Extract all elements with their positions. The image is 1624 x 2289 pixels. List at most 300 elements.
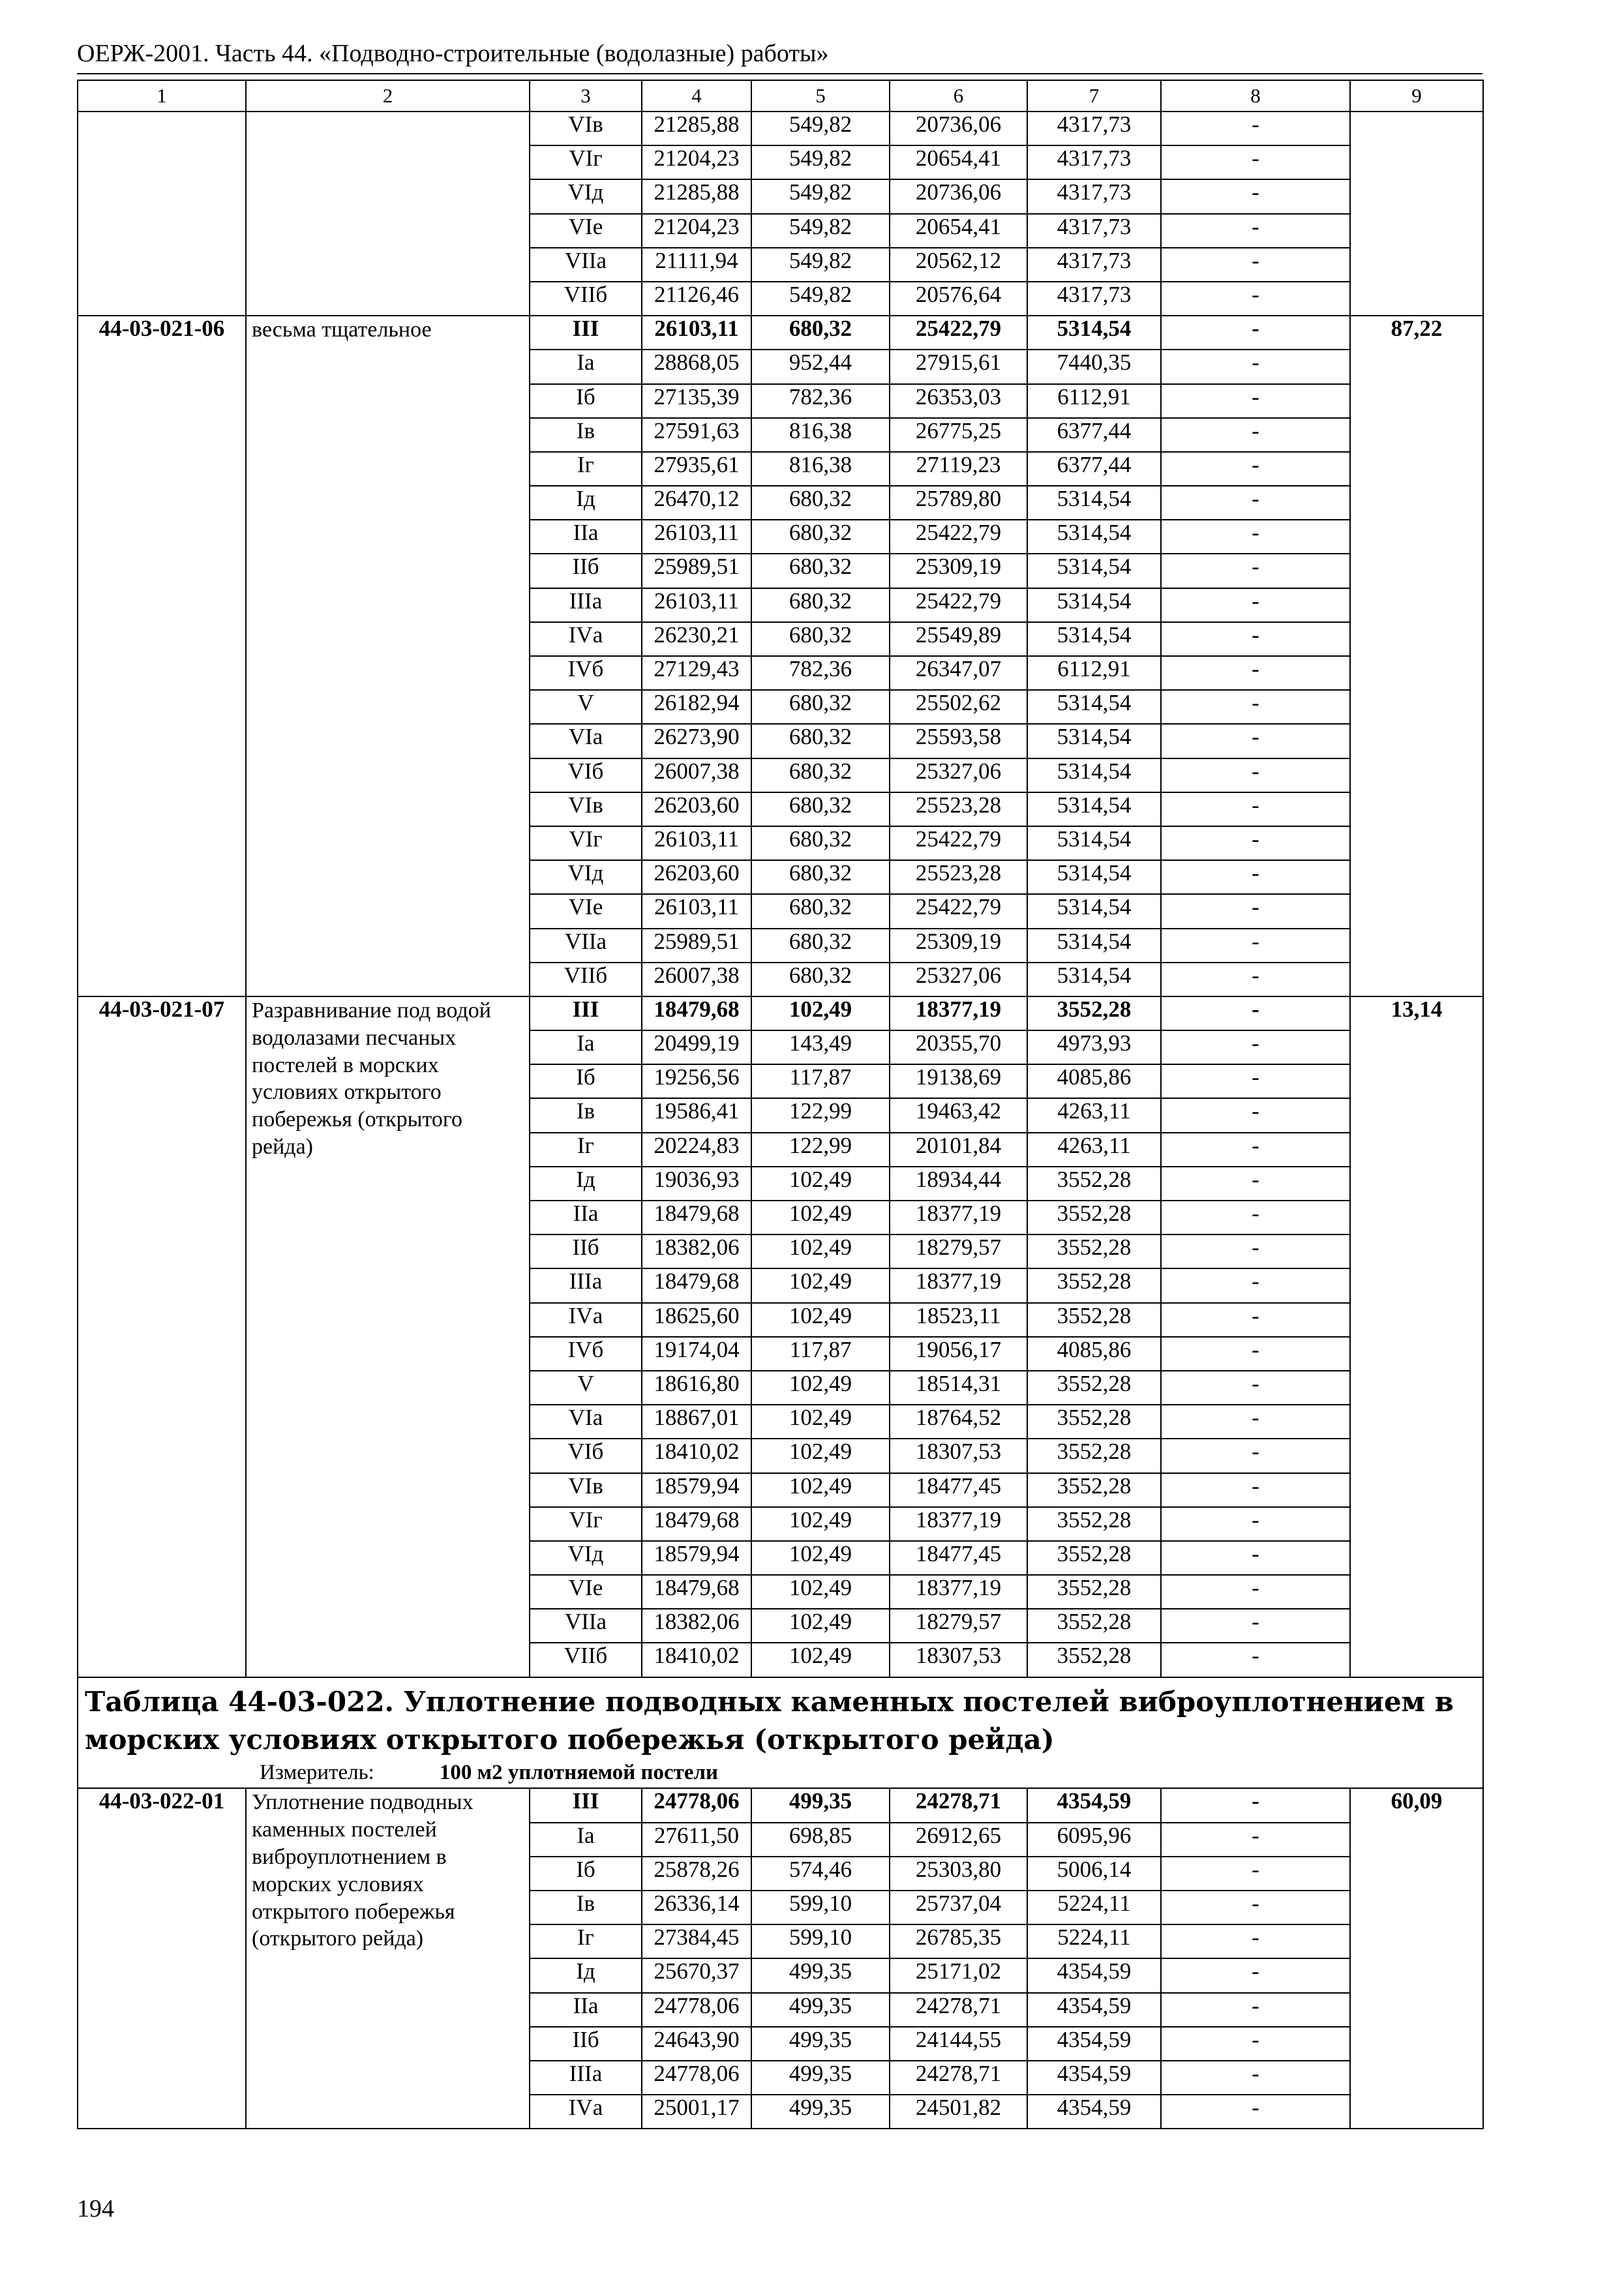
total-cell: 26230,21 bbox=[642, 622, 751, 656]
wage-cell: 549,82 bbox=[751, 214, 890, 248]
total-cell: 27135,39 bbox=[642, 384, 751, 418]
machine-cell: 25309,19 bbox=[890, 554, 1027, 588]
wage-cell: 549,82 bbox=[751, 179, 890, 213]
wage-cell: 599,10 bbox=[751, 1891, 890, 1924]
wage-cell: 102,49 bbox=[751, 1609, 890, 1643]
driver-wage-cell: 4317,73 bbox=[1027, 282, 1161, 316]
wage-cell: 549,82 bbox=[751, 282, 890, 316]
machine-cell: 26775,25 bbox=[890, 418, 1027, 452]
zone-cell: Iд bbox=[530, 486, 642, 520]
materials-cell: - bbox=[1161, 1891, 1350, 1924]
zone-cell: IIIа bbox=[530, 588, 642, 622]
meter-value: 100 м2 уплотняемой постели bbox=[439, 1760, 719, 1784]
materials-cell: - bbox=[1161, 179, 1350, 213]
zone-cell: VIе bbox=[530, 1575, 642, 1609]
zone-cell: Iв bbox=[530, 1098, 642, 1132]
materials-cell: - bbox=[1161, 758, 1350, 792]
driver-wage-cell: 5006,14 bbox=[1027, 1857, 1161, 1891]
wage-cell: 102,49 bbox=[751, 1303, 890, 1337]
total-cell: 21111,94 bbox=[642, 248, 751, 282]
zone-cell: VIIб bbox=[530, 963, 642, 996]
materials-cell: - bbox=[1161, 2027, 1350, 2061]
wage-cell: 117,87 bbox=[751, 1064, 890, 1098]
column-number-6: 6 bbox=[890, 80, 1027, 112]
machine-cell: 20736,06 bbox=[890, 179, 1027, 213]
machine-cell: 18307,53 bbox=[890, 1643, 1027, 1677]
wage-cell: 117,87 bbox=[751, 1337, 890, 1371]
total-cell: 18867,01 bbox=[642, 1405, 751, 1439]
driver-wage-cell: 4354,59 bbox=[1027, 2061, 1161, 2095]
zone-cell: VIд bbox=[530, 860, 642, 894]
driver-wage-cell: 5314,54 bbox=[1027, 622, 1161, 656]
wage-cell: 680,32 bbox=[751, 860, 890, 894]
machine-cell: 25422,79 bbox=[890, 894, 1027, 928]
driver-wage-cell: 3552,28 bbox=[1027, 996, 1161, 1030]
machine-cell: 18279,57 bbox=[890, 1234, 1027, 1268]
machine-cell: 25303,80 bbox=[890, 1857, 1027, 1891]
driver-wage-cell: 5314,54 bbox=[1027, 486, 1161, 520]
materials-cell: - bbox=[1161, 1371, 1350, 1405]
driver-wage-cell: 4085,86 bbox=[1027, 1337, 1161, 1371]
driver-wage-cell: 3552,28 bbox=[1027, 1405, 1161, 1439]
total-cell: 24778,06 bbox=[642, 1993, 751, 2027]
total-cell: 26203,60 bbox=[642, 860, 751, 894]
machine-cell: 25422,79 bbox=[890, 826, 1027, 860]
total-cell: 21285,88 bbox=[642, 179, 751, 213]
table-row bbox=[78, 112, 1483, 145]
machine-cell: 19138,69 bbox=[890, 1064, 1027, 1098]
labor-cost: 13,14 bbox=[1350, 996, 1483, 1677]
materials-cell: - bbox=[1161, 1507, 1350, 1541]
table-title: Таблица 44-03-022. Уплотнение подводных каменных постелей виброуплотнением в морских условиях открытого побережья (открытого рейда) bbox=[85, 1685, 1454, 1756]
column-number-4: 4 bbox=[642, 80, 751, 112]
wage-cell: 143,49 bbox=[751, 1030, 890, 1064]
labor-cost: 87,22 bbox=[1350, 316, 1483, 996]
driver-wage-cell: 5314,54 bbox=[1027, 588, 1161, 622]
total-cell: 24778,06 bbox=[642, 1788, 751, 1822]
driver-wage-cell: 5314,54 bbox=[1027, 963, 1161, 996]
machine-cell: 20654,41 bbox=[890, 145, 1027, 179]
driver-wage-cell: 4263,11 bbox=[1027, 1133, 1161, 1167]
driver-wage-cell: 4317,73 bbox=[1027, 145, 1161, 179]
zone-cell: VIд bbox=[530, 179, 642, 213]
materials-cell: - bbox=[1161, 1303, 1350, 1337]
materials-cell: - bbox=[1161, 1234, 1350, 1268]
total-cell: 21204,23 bbox=[642, 214, 751, 248]
driver-wage-cell: 6112,91 bbox=[1027, 384, 1161, 418]
materials-cell: - bbox=[1161, 1064, 1350, 1098]
materials-cell: - bbox=[1161, 860, 1350, 894]
driver-wage-cell: 4354,59 bbox=[1027, 2095, 1161, 2129]
driver-wage-cell: 5314,54 bbox=[1027, 724, 1161, 758]
zone-cell: III bbox=[530, 996, 642, 1030]
wage-cell: 599,10 bbox=[751, 1924, 890, 1958]
total-cell: 26470,12 bbox=[642, 486, 751, 520]
driver-wage-cell: 3552,28 bbox=[1027, 1473, 1161, 1507]
page-header: ОЕРЖ-2001. Часть 44. «Подводно-строительные (водолазные) работы» bbox=[77, 40, 829, 67]
materials-cell: - bbox=[1161, 248, 1350, 282]
wage-cell: 102,49 bbox=[751, 996, 890, 1030]
wage-cell: 102,49 bbox=[751, 1234, 890, 1268]
zone-cell: V bbox=[530, 690, 642, 724]
labor-cost: 60,09 bbox=[1350, 1788, 1483, 2129]
machine-cell: 27119,23 bbox=[890, 452, 1027, 486]
total-cell: 26203,60 bbox=[642, 792, 751, 826]
zone-cell: Iа bbox=[530, 350, 642, 383]
materials-cell: - bbox=[1161, 1337, 1350, 1371]
column-number-9: 9 bbox=[1350, 80, 1483, 112]
zone-cell: III bbox=[530, 316, 642, 350]
zone-cell: V bbox=[530, 1371, 642, 1405]
zone-cell: VIв bbox=[530, 792, 642, 826]
machine-cell: 25789,80 bbox=[890, 486, 1027, 520]
driver-wage-cell: 4263,11 bbox=[1027, 1098, 1161, 1132]
zone-cell: Iд bbox=[530, 1167, 642, 1201]
zone-cell: IIб bbox=[530, 2027, 642, 2061]
materials-cell: - bbox=[1161, 1133, 1350, 1167]
materials-cell: - bbox=[1161, 1857, 1350, 1891]
driver-wage-cell: 3552,28 bbox=[1027, 1234, 1161, 1268]
total-cell: 21126,46 bbox=[642, 282, 751, 316]
header-rule bbox=[77, 73, 1482, 74]
materials-cell: - bbox=[1161, 622, 1350, 656]
driver-wage-cell: 3552,28 bbox=[1027, 1303, 1161, 1337]
total-cell: 19036,93 bbox=[642, 1167, 751, 1201]
driver-wage-cell: 3552,28 bbox=[1027, 1167, 1161, 1201]
total-cell: 18479,68 bbox=[642, 1507, 751, 1541]
materials-cell: - bbox=[1161, 1924, 1350, 1958]
zone-cell: IIа bbox=[530, 1993, 642, 2027]
materials-cell: - bbox=[1161, 1993, 1350, 2027]
materials-cell: - bbox=[1161, 452, 1350, 486]
materials-cell: - bbox=[1161, 656, 1350, 690]
materials-cell: - bbox=[1161, 384, 1350, 418]
total-cell: 26182,94 bbox=[642, 690, 751, 724]
wage-cell: 102,49 bbox=[751, 1405, 890, 1439]
driver-wage-cell: 4354,59 bbox=[1027, 1788, 1161, 1822]
total-cell: 20224,83 bbox=[642, 1133, 751, 1167]
materials-cell: - bbox=[1161, 1405, 1350, 1439]
zone-cell: Iб bbox=[530, 1857, 642, 1891]
driver-wage-cell: 6112,91 bbox=[1027, 656, 1161, 690]
table-row bbox=[78, 996, 1483, 1030]
driver-wage-cell: 4354,59 bbox=[1027, 2027, 1161, 2061]
total-cell: 24643,90 bbox=[642, 2027, 751, 2061]
total-cell: 19256,56 bbox=[642, 1064, 751, 1098]
materials-cell: - bbox=[1161, 588, 1350, 622]
wage-cell: 122,99 bbox=[751, 1098, 890, 1132]
driver-wage-cell: 4354,59 bbox=[1027, 1993, 1161, 2027]
wage-cell: 680,32 bbox=[751, 826, 890, 860]
driver-wage-cell: 4317,73 bbox=[1027, 214, 1161, 248]
wage-cell: 816,38 bbox=[751, 418, 890, 452]
zone-cell: Iг bbox=[530, 1133, 642, 1167]
wage-cell: 499,35 bbox=[751, 2027, 890, 2061]
meter-line bbox=[85, 1759, 1476, 1788]
wage-cell: 680,32 bbox=[751, 792, 890, 826]
wage-cell: 499,35 bbox=[751, 2095, 890, 2129]
wage-cell: 102,49 bbox=[751, 1643, 890, 1677]
machine-cell: 18764,52 bbox=[890, 1405, 1027, 1439]
wage-cell: 782,36 bbox=[751, 384, 890, 418]
total-cell: 25989,51 bbox=[642, 929, 751, 963]
machine-cell: 19056,17 bbox=[890, 1337, 1027, 1371]
total-cell: 26103,11 bbox=[642, 520, 751, 554]
driver-wage-cell: 5314,54 bbox=[1027, 894, 1161, 928]
wage-cell: 102,49 bbox=[751, 1167, 890, 1201]
machine-cell: 20576,64 bbox=[890, 282, 1027, 316]
driver-wage-cell: 3552,28 bbox=[1027, 1575, 1161, 1609]
materials-cell: - bbox=[1161, 350, 1350, 383]
machine-cell: 20562,12 bbox=[890, 248, 1027, 282]
column-number-8: 8 bbox=[1161, 80, 1350, 112]
wage-cell: 680,32 bbox=[751, 520, 890, 554]
column-number-2: 2 bbox=[246, 80, 530, 112]
work-description bbox=[246, 112, 530, 316]
zone-cell: Iб bbox=[530, 1064, 642, 1098]
driver-wage-cell: 3552,28 bbox=[1027, 1507, 1161, 1541]
machine-cell: 25309,19 bbox=[890, 929, 1027, 963]
machine-cell: 18279,57 bbox=[890, 1609, 1027, 1643]
zone-cell: Iд bbox=[530, 1958, 642, 1992]
zone-cell: VIIа bbox=[530, 248, 642, 282]
zone-cell: VIе bbox=[530, 214, 642, 248]
wage-cell: 680,32 bbox=[751, 963, 890, 996]
total-cell: 27591,63 bbox=[642, 418, 751, 452]
machine-cell: 18377,19 bbox=[890, 1201, 1027, 1234]
column-number-3: 3 bbox=[530, 80, 642, 112]
machine-cell: 25593,58 bbox=[890, 724, 1027, 758]
total-cell: 19174,04 bbox=[642, 1337, 751, 1371]
wage-cell: 102,49 bbox=[751, 1201, 890, 1234]
wage-cell: 680,32 bbox=[751, 622, 890, 656]
machine-cell: 25171,02 bbox=[890, 1958, 1027, 1992]
machine-cell: 18377,19 bbox=[890, 1268, 1027, 1302]
materials-cell: - bbox=[1161, 2061, 1350, 2095]
wage-cell: 499,35 bbox=[751, 1958, 890, 1992]
driver-wage-cell: 4317,73 bbox=[1027, 112, 1161, 145]
table-caption-row bbox=[78, 1677, 1483, 1789]
zone-cell: Iг bbox=[530, 452, 642, 486]
total-cell: 18479,68 bbox=[642, 996, 751, 1030]
machine-cell: 18514,31 bbox=[890, 1371, 1027, 1405]
zone-cell: VIв bbox=[530, 112, 642, 145]
wage-cell: 680,32 bbox=[751, 758, 890, 792]
total-cell: 21285,88 bbox=[642, 112, 751, 145]
wage-cell: 680,32 bbox=[751, 554, 890, 588]
machine-cell: 25422,79 bbox=[890, 520, 1027, 554]
driver-wage-cell: 5314,54 bbox=[1027, 316, 1161, 350]
machine-cell: 26347,07 bbox=[890, 656, 1027, 690]
total-cell: 24778,06 bbox=[642, 2061, 751, 2095]
total-cell: 25670,37 bbox=[642, 1958, 751, 1992]
driver-wage-cell: 3552,28 bbox=[1027, 1609, 1161, 1643]
machine-cell: 24278,71 bbox=[890, 2061, 1027, 2095]
machine-cell: 25327,06 bbox=[890, 758, 1027, 792]
materials-cell: - bbox=[1161, 1958, 1350, 1992]
zone-cell: Iв bbox=[530, 1891, 642, 1924]
zone-cell: Iа bbox=[530, 1823, 642, 1857]
materials-cell: - bbox=[1161, 214, 1350, 248]
driver-wage-cell: 5314,54 bbox=[1027, 826, 1161, 860]
zone-cell: IIа bbox=[530, 1201, 642, 1234]
zone-cell: VIIа bbox=[530, 1609, 642, 1643]
machine-cell: 20736,06 bbox=[890, 112, 1027, 145]
machine-cell: 18523,11 bbox=[890, 1303, 1027, 1337]
machine-cell: 24278,71 bbox=[890, 1993, 1027, 2027]
materials-cell: - bbox=[1161, 996, 1350, 1030]
total-cell: 18479,68 bbox=[642, 1201, 751, 1234]
zone-cell: IVа bbox=[530, 622, 642, 656]
driver-wage-cell: 5314,54 bbox=[1027, 520, 1161, 554]
driver-wage-cell: 5224,11 bbox=[1027, 1924, 1161, 1958]
wage-cell: 680,32 bbox=[751, 486, 890, 520]
driver-wage-cell: 7440,35 bbox=[1027, 350, 1161, 383]
driver-wage-cell: 4085,86 bbox=[1027, 1064, 1161, 1098]
wage-cell: 102,49 bbox=[751, 1575, 890, 1609]
total-cell: 18579,94 bbox=[642, 1541, 751, 1575]
table-body bbox=[78, 80, 1483, 2129]
machine-cell: 20355,70 bbox=[890, 1030, 1027, 1064]
materials-cell: - bbox=[1161, 826, 1350, 860]
materials-cell: - bbox=[1161, 1439, 1350, 1473]
zone-cell: IVа bbox=[530, 1303, 642, 1337]
wage-cell: 122,99 bbox=[751, 1133, 890, 1167]
total-cell: 27935,61 bbox=[642, 452, 751, 486]
zone-cell: VIд bbox=[530, 1541, 642, 1575]
column-number-7: 7 bbox=[1027, 80, 1161, 112]
materials-cell: - bbox=[1161, 1823, 1350, 1857]
driver-wage-cell: 4317,73 bbox=[1027, 248, 1161, 282]
wage-cell: 680,32 bbox=[751, 316, 890, 350]
materials-cell: - bbox=[1161, 1643, 1350, 1677]
zone-cell: IIб bbox=[530, 1234, 642, 1268]
materials-cell: - bbox=[1161, 1788, 1350, 1822]
machine-cell: 20654,41 bbox=[890, 214, 1027, 248]
wage-cell: 816,38 bbox=[751, 452, 890, 486]
machine-cell: 18477,45 bbox=[890, 1473, 1027, 1507]
driver-wage-cell: 3552,28 bbox=[1027, 1268, 1161, 1302]
table-caption bbox=[78, 1677, 1483, 1789]
materials-cell: - bbox=[1161, 418, 1350, 452]
materials-cell: - bbox=[1161, 486, 1350, 520]
zone-cell: VIе bbox=[530, 894, 642, 928]
driver-wage-cell: 3552,28 bbox=[1027, 1201, 1161, 1234]
driver-wage-cell: 4973,93 bbox=[1027, 1030, 1161, 1064]
total-cell: 18382,06 bbox=[642, 1234, 751, 1268]
machine-cell: 18934,44 bbox=[890, 1167, 1027, 1201]
machine-cell: 25549,89 bbox=[890, 622, 1027, 656]
meter-label: Измеритель: bbox=[260, 1760, 374, 1784]
driver-wage-cell: 6377,44 bbox=[1027, 418, 1161, 452]
wage-cell: 680,32 bbox=[751, 690, 890, 724]
wage-cell: 549,82 bbox=[751, 145, 890, 179]
machine-cell: 18477,45 bbox=[890, 1541, 1027, 1575]
column-number-5: 5 bbox=[751, 80, 890, 112]
machine-cell: 19463,42 bbox=[890, 1098, 1027, 1132]
work-description: Разравнивание под водой водолазами песчаных постелей в морских условиях открытого побережья (открытого рейда) bbox=[246, 996, 530, 1677]
machine-cell: 25523,28 bbox=[890, 792, 1027, 826]
materials-cell: - bbox=[1161, 1609, 1350, 1643]
zone-cell: Iг bbox=[530, 1924, 642, 1958]
table-row bbox=[78, 1788, 1483, 1822]
materials-cell: - bbox=[1161, 894, 1350, 928]
total-cell: 26103,11 bbox=[642, 316, 751, 350]
driver-wage-cell: 5224,11 bbox=[1027, 1891, 1161, 1924]
materials-cell: - bbox=[1161, 1201, 1350, 1234]
rate-code: 44-03-021-07 bbox=[78, 996, 246, 1677]
machine-cell: 26912,65 bbox=[890, 1823, 1027, 1857]
rates-table bbox=[77, 80, 1484, 2129]
total-cell: 25989,51 bbox=[642, 554, 751, 588]
wage-cell: 102,49 bbox=[751, 1507, 890, 1541]
wage-cell: 499,35 bbox=[751, 2061, 890, 2095]
total-cell: 18625,60 bbox=[642, 1303, 751, 1337]
work-description: весьма тщательное bbox=[246, 316, 530, 996]
materials-cell: - bbox=[1161, 1098, 1350, 1132]
machine-cell: 18377,19 bbox=[890, 1507, 1027, 1541]
materials-cell: - bbox=[1161, 145, 1350, 179]
driver-wage-cell: 3552,28 bbox=[1027, 1541, 1161, 1575]
machine-cell: 26353,03 bbox=[890, 384, 1027, 418]
materials-cell: - bbox=[1161, 112, 1350, 145]
zone-cell: III bbox=[530, 1788, 642, 1822]
rate-code: 44-03-021-06 bbox=[78, 316, 246, 996]
wage-cell: 102,49 bbox=[751, 1541, 890, 1575]
materials-cell: - bbox=[1161, 1268, 1350, 1302]
wage-cell: 680,32 bbox=[751, 894, 890, 928]
column-number-1: 1 bbox=[78, 80, 246, 112]
materials-cell: - bbox=[1161, 554, 1350, 588]
machine-cell: 18377,19 bbox=[890, 1575, 1027, 1609]
zone-cell: VIв bbox=[530, 1473, 642, 1507]
machine-cell: 26785,35 bbox=[890, 1924, 1027, 1958]
wage-cell: 102,49 bbox=[751, 1371, 890, 1405]
materials-cell: - bbox=[1161, 724, 1350, 758]
page-number: 194 bbox=[77, 2195, 114, 2222]
total-cell: 27611,50 bbox=[642, 1823, 751, 1857]
total-cell: 26103,11 bbox=[642, 588, 751, 622]
labor-cost bbox=[1350, 112, 1483, 316]
total-cell: 26007,38 bbox=[642, 758, 751, 792]
machine-cell: 25502,62 bbox=[890, 690, 1027, 724]
wage-cell: 499,35 bbox=[751, 1788, 890, 1822]
zone-cell: VIIа bbox=[530, 929, 642, 963]
wage-cell: 549,82 bbox=[751, 112, 890, 145]
zone-cell: IIа bbox=[530, 520, 642, 554]
machine-cell: 25523,28 bbox=[890, 860, 1027, 894]
zone-cell: IIIа bbox=[530, 2061, 642, 2095]
total-cell: 28868,05 bbox=[642, 350, 751, 383]
driver-wage-cell: 3552,28 bbox=[1027, 1371, 1161, 1405]
driver-wage-cell: 4354,59 bbox=[1027, 1958, 1161, 1992]
materials-cell: - bbox=[1161, 1167, 1350, 1201]
materials-cell: - bbox=[1161, 520, 1350, 554]
wage-cell: 698,85 bbox=[751, 1823, 890, 1857]
machine-cell: 25327,06 bbox=[890, 963, 1027, 996]
work-description: Уплотнение подводных каменных постелей виброуплотнением в морских условиях открытого побережья (открытого рейда) bbox=[246, 1788, 530, 2129]
machine-cell: 25422,79 bbox=[890, 316, 1027, 350]
total-cell: 18410,02 bbox=[642, 1643, 751, 1677]
driver-wage-cell: 6095,96 bbox=[1027, 1823, 1161, 1857]
wage-cell: 574,46 bbox=[751, 1857, 890, 1891]
driver-wage-cell: 5314,54 bbox=[1027, 758, 1161, 792]
driver-wage-cell: 5314,54 bbox=[1027, 929, 1161, 963]
driver-wage-cell: 5314,54 bbox=[1027, 792, 1161, 826]
rate-code: 44-03-022-01 bbox=[78, 1788, 246, 2129]
driver-wage-cell: 6377,44 bbox=[1027, 452, 1161, 486]
zone-cell: VIIб bbox=[530, 1643, 642, 1677]
